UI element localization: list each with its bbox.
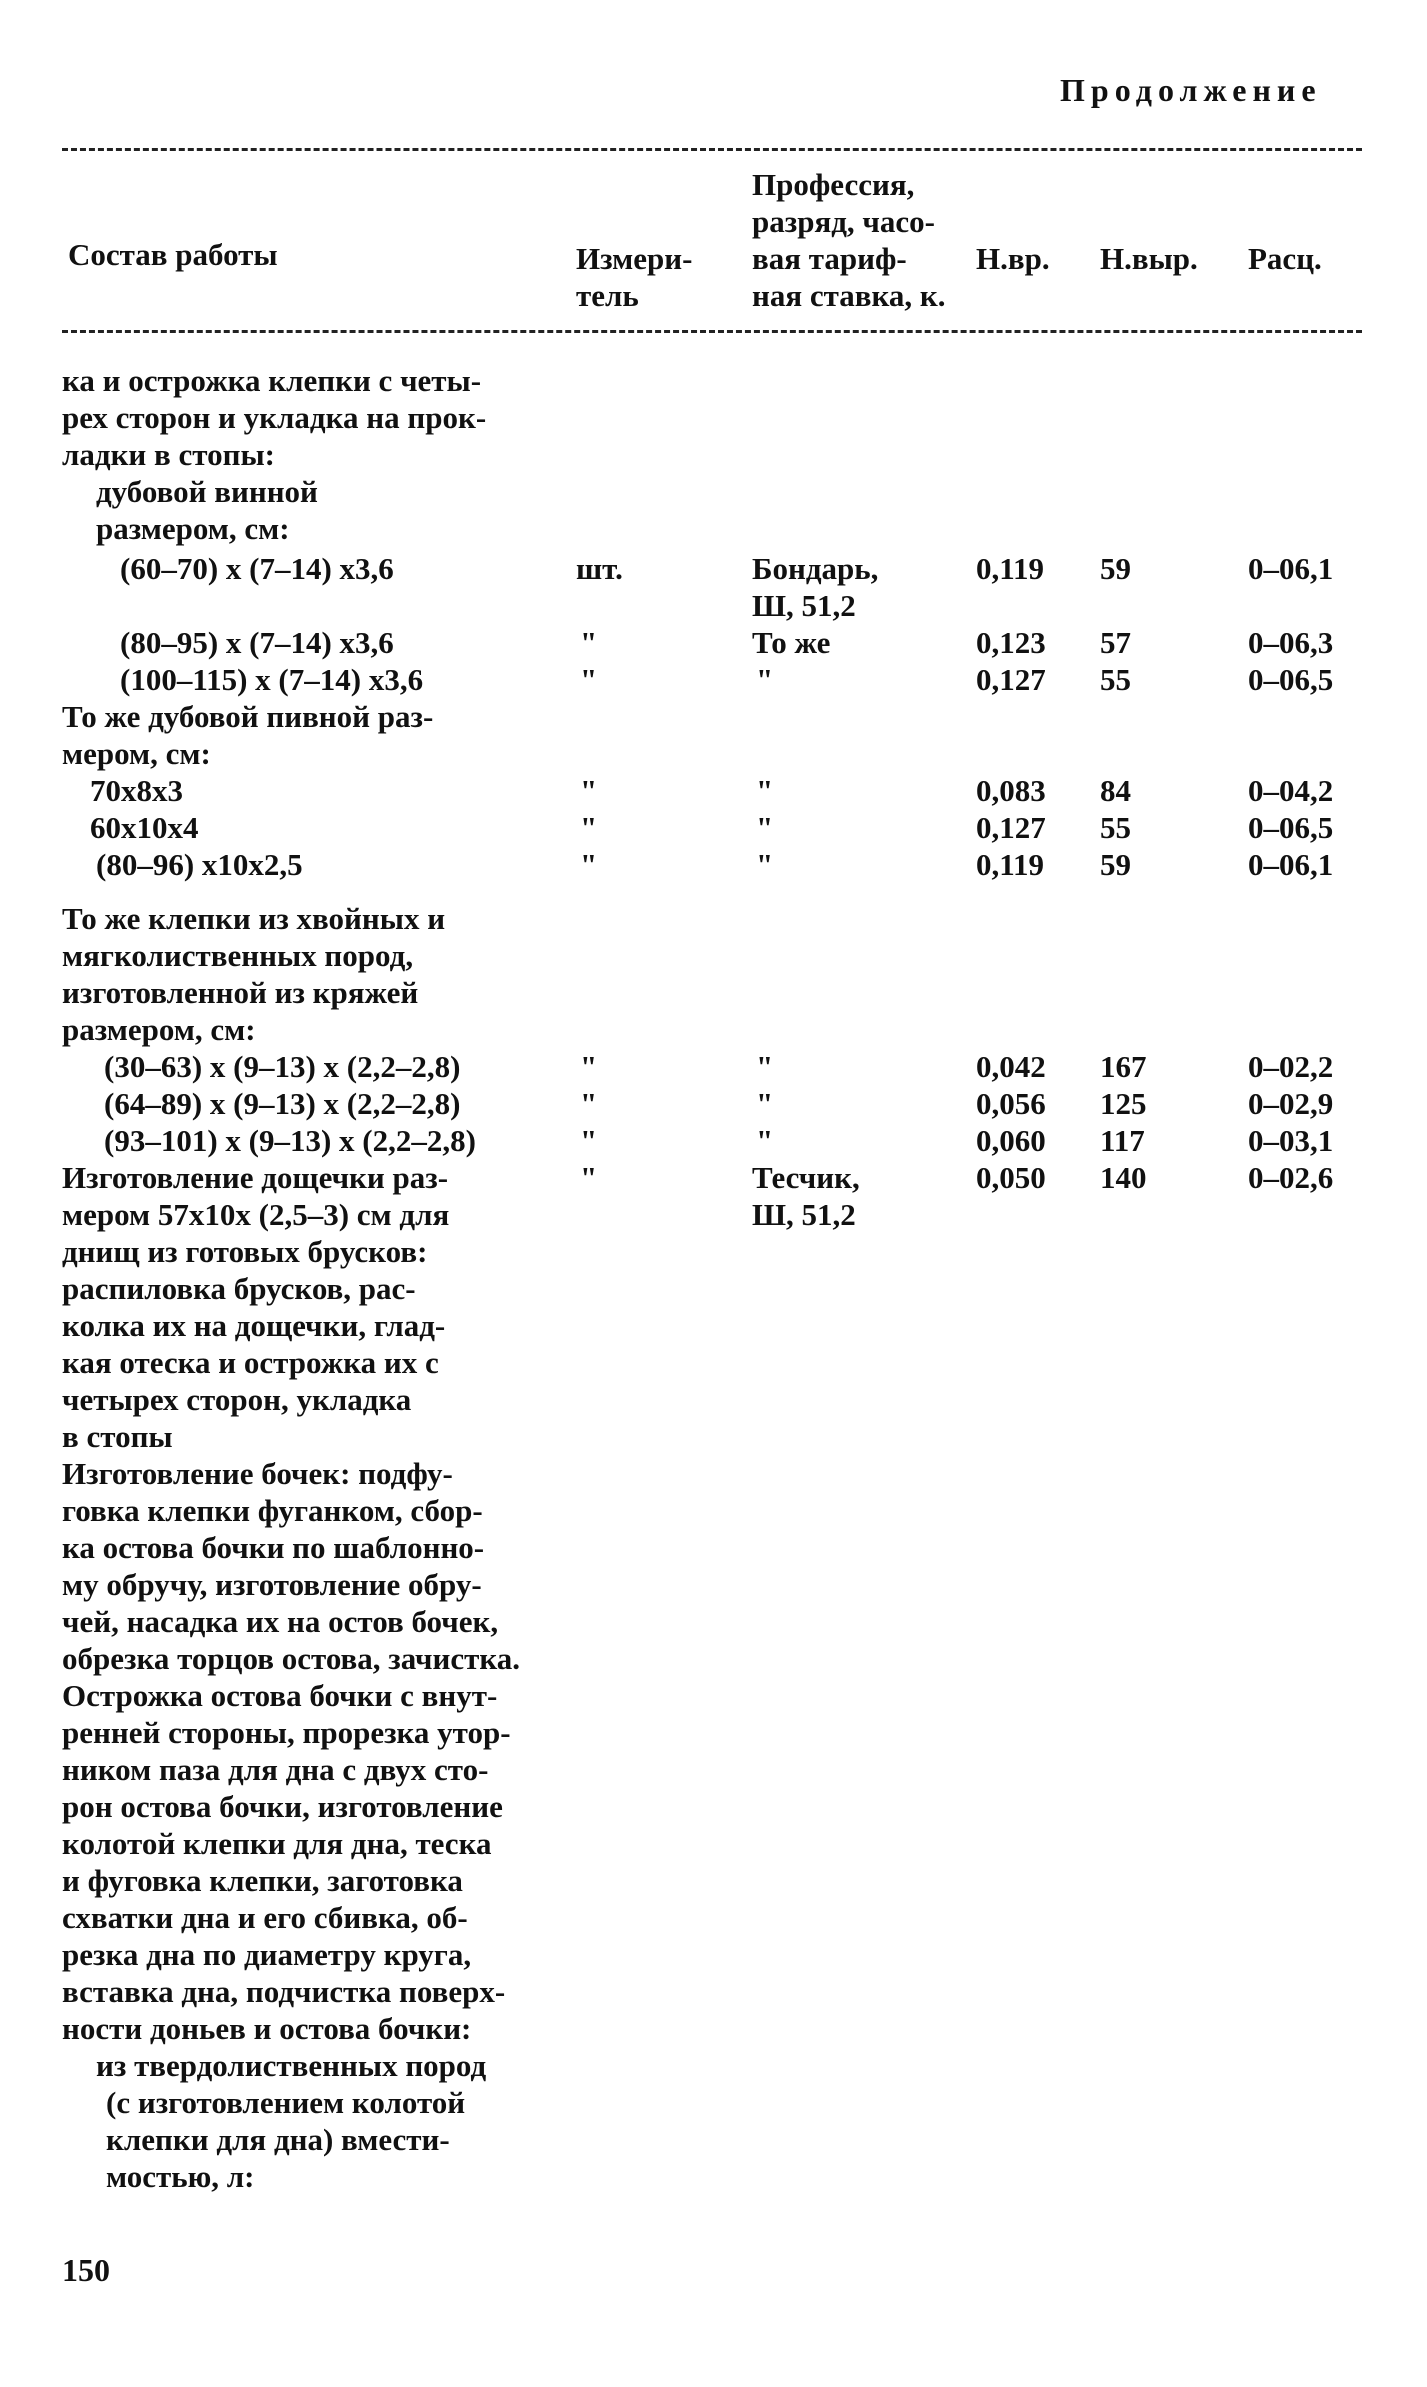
table-row-time: 0,083 xyxy=(976,773,1046,808)
table-row-work: (64–89) x (9–13) x (2,2–2,8) xyxy=(104,1086,461,1121)
plank-line: четырех сторон, укладка xyxy=(62,1382,412,1417)
header-composition: Состав работы xyxy=(68,237,278,272)
plank-line: днищ из готовых брусков: xyxy=(62,1234,428,1269)
table-row-unit: шт. xyxy=(576,551,623,586)
plank-line: кая отеска и острожка их с xyxy=(62,1345,439,1380)
description-line: ка и острожка клепки с четы- xyxy=(62,363,482,398)
table-row-time: 0,050 xyxy=(976,1160,1046,1195)
table-row-profession: " xyxy=(756,810,774,845)
barrel-line: говка клепки фуганком, сбор- xyxy=(62,1493,483,1528)
table-row-unit: " xyxy=(580,810,598,845)
header-profession: Профессия, разряд, часо- вая тариф- ная ставка, к. xyxy=(752,167,946,313)
table-row-rate: 0–02,2 xyxy=(1248,1049,1334,1084)
plank-line: в стопы xyxy=(62,1419,173,1454)
table-row-time: 0,060 xyxy=(976,1123,1046,1158)
description-line: дубовой винной xyxy=(96,474,318,509)
description-line: размером, см: xyxy=(62,1012,256,1047)
table-row-time: 0,127 xyxy=(976,810,1046,845)
top-rule xyxy=(62,148,1362,151)
table-row-rate: 0–06,3 xyxy=(1248,625,1334,660)
table-row-output: 57 xyxy=(1100,625,1131,660)
table-row-time: 0,123 xyxy=(976,625,1046,660)
plank-line: распиловка брусков, рас- xyxy=(62,1271,416,1306)
table-row-output: 167 xyxy=(1100,1049,1147,1084)
table-row-unit: " xyxy=(580,773,598,808)
table-row-time: 0,127 xyxy=(976,662,1046,697)
table-row-profession: Бондарь, xyxy=(752,551,879,586)
table-row-unit: " xyxy=(580,1086,598,1121)
table-row-time: 0,119 xyxy=(976,551,1045,586)
table-row-profession: " xyxy=(756,773,774,808)
header-rate: Расц. xyxy=(1248,241,1322,276)
continuation-label: Продолжение xyxy=(1060,72,1322,108)
barrel-line: мостью, л: xyxy=(106,2159,255,2194)
table-row-unit: " xyxy=(580,847,598,882)
barrel-line: обрезка торцов остова, зачистка. xyxy=(62,1641,520,1676)
description-line: То же дубовой пивной раз- xyxy=(62,699,434,734)
barrel-line: ка остова бочки по шаблонно- xyxy=(62,1530,485,1565)
table-row-unit: " xyxy=(580,1123,598,1158)
table-row-output: 55 xyxy=(1100,810,1131,845)
header-time-norm: Н.вр. xyxy=(976,241,1050,276)
table-row-work: (100–115) x (7–14) x3,6 xyxy=(120,662,424,697)
description-line: То же клепки из хвойных и xyxy=(62,901,446,936)
table-row-work: Изготовление дощечки раз- xyxy=(62,1160,449,1195)
header-unit: Измери- тель xyxy=(576,241,693,313)
table-row-profession-grade: Ш, 51,2 xyxy=(752,1197,856,1232)
description-line: мягколиственных пород, xyxy=(62,938,414,973)
table-row-work: 60x10x4 xyxy=(90,810,199,845)
table-row-work: (60–70) x (7–14) x3,6 xyxy=(120,551,394,586)
table-row-work: 70x8x3 xyxy=(90,773,183,808)
table-row-output: 59 xyxy=(1100,551,1131,586)
barrel-line: ником паза для дна с двух сто- xyxy=(62,1752,489,1787)
barrel-line: му обручу, изготовление обру- xyxy=(62,1567,482,1602)
table-row-rate: 0–04,2 xyxy=(1248,773,1334,808)
table-row-rate: 0–02,9 xyxy=(1248,1086,1334,1121)
table-row-output: 59 xyxy=(1100,847,1131,882)
barrel-line: колотой клепки для дна, теска xyxy=(62,1826,492,1861)
table-row-rate: 0–06,5 xyxy=(1248,662,1334,697)
table-row-output: 55 xyxy=(1100,662,1131,697)
description-line: ладки в стопы: xyxy=(62,437,276,472)
table-row-time: 0,056 xyxy=(976,1086,1046,1121)
table-row-rate: 0–06,1 xyxy=(1248,551,1334,586)
table-row-profession: " xyxy=(756,1086,774,1121)
table-row-profession: " xyxy=(756,662,774,697)
table-row-output: 140 xyxy=(1100,1160,1147,1195)
barrel-line: ности доньев и остова бочки: xyxy=(62,2011,472,2046)
barrel-line: чей, насадка их на остов бочек, xyxy=(62,1604,499,1639)
header-rule xyxy=(62,330,1362,333)
table-row-profession-grade: Ш, 51,2 xyxy=(752,588,856,623)
header-output-norm: Н.выр. xyxy=(1100,241,1198,276)
barrel-line: клепки для дна) вмести- xyxy=(106,2122,450,2157)
table-row-profession: То же xyxy=(752,625,831,660)
barrel-line: схватки дна и его сбивка, об- xyxy=(62,1900,468,1935)
table-row-work: (80–95) x (7–14) x3,6 xyxy=(120,625,394,660)
table-row-unit: " xyxy=(580,662,598,697)
description-line: изготовленной из кряжей xyxy=(62,975,419,1010)
table-row-unit: " xyxy=(580,1049,598,1084)
table-row-output: 84 xyxy=(1100,773,1131,808)
barrel-line: и фуговка клепки, заготовка xyxy=(62,1863,463,1898)
barrel-line: из твердолиственных пород xyxy=(96,2048,487,2083)
page-number: 150 xyxy=(62,2252,110,2288)
table-row-work: (93–101) x (9–13) x (2,2–2,8) xyxy=(104,1123,476,1158)
table-row-work: (80–96) x10x2,5 xyxy=(96,847,303,882)
barrel-line: Изготовление бочек: подфу- xyxy=(62,1456,453,1491)
barrel-line: ренней стороны, прорезка утор- xyxy=(62,1715,511,1750)
description-line: рех сторон и укладка на прок- xyxy=(62,400,487,435)
table-row-profession: " xyxy=(756,847,774,882)
table-row-rate: 0–06,5 xyxy=(1248,810,1334,845)
barrel-line: Острожка остова бочки с внут- xyxy=(62,1678,498,1713)
table-row-rate: 0–03,1 xyxy=(1248,1123,1334,1158)
barrel-line: рон остова бочки, изготовление xyxy=(62,1789,503,1824)
table-row-time: 0,042 xyxy=(976,1049,1046,1084)
plank-line: мером 57x10x (2,5–3) см для xyxy=(62,1197,450,1232)
table-row-profession: " xyxy=(756,1049,774,1084)
barrel-line: (с изготовлением колотой xyxy=(106,2085,466,2120)
table-row-rate: 0–06,1 xyxy=(1248,847,1334,882)
barrel-line: резка дна по диаметру круга, xyxy=(62,1937,472,1972)
table-row-profession: Тесчик, xyxy=(752,1160,860,1195)
plank-line: колка их на дощечки, глад- xyxy=(62,1308,446,1343)
description-line: размером, см: xyxy=(96,511,290,546)
table-row-unit: " xyxy=(580,625,598,660)
table-row-time: 0,119 xyxy=(976,847,1045,882)
barrel-line: вставка дна, подчистка поверх- xyxy=(62,1974,506,2009)
table-row-rate: 0–02,6 xyxy=(1248,1160,1334,1195)
table-row-work: (30–63) x (9–13) x (2,2–2,8) xyxy=(104,1049,461,1084)
table-row-unit: " xyxy=(580,1160,598,1195)
description-line: мером, см: xyxy=(62,736,211,771)
table-row-profession: " xyxy=(756,1123,774,1158)
table-row-output: 117 xyxy=(1100,1123,1145,1158)
table-row-output: 125 xyxy=(1100,1086,1147,1121)
